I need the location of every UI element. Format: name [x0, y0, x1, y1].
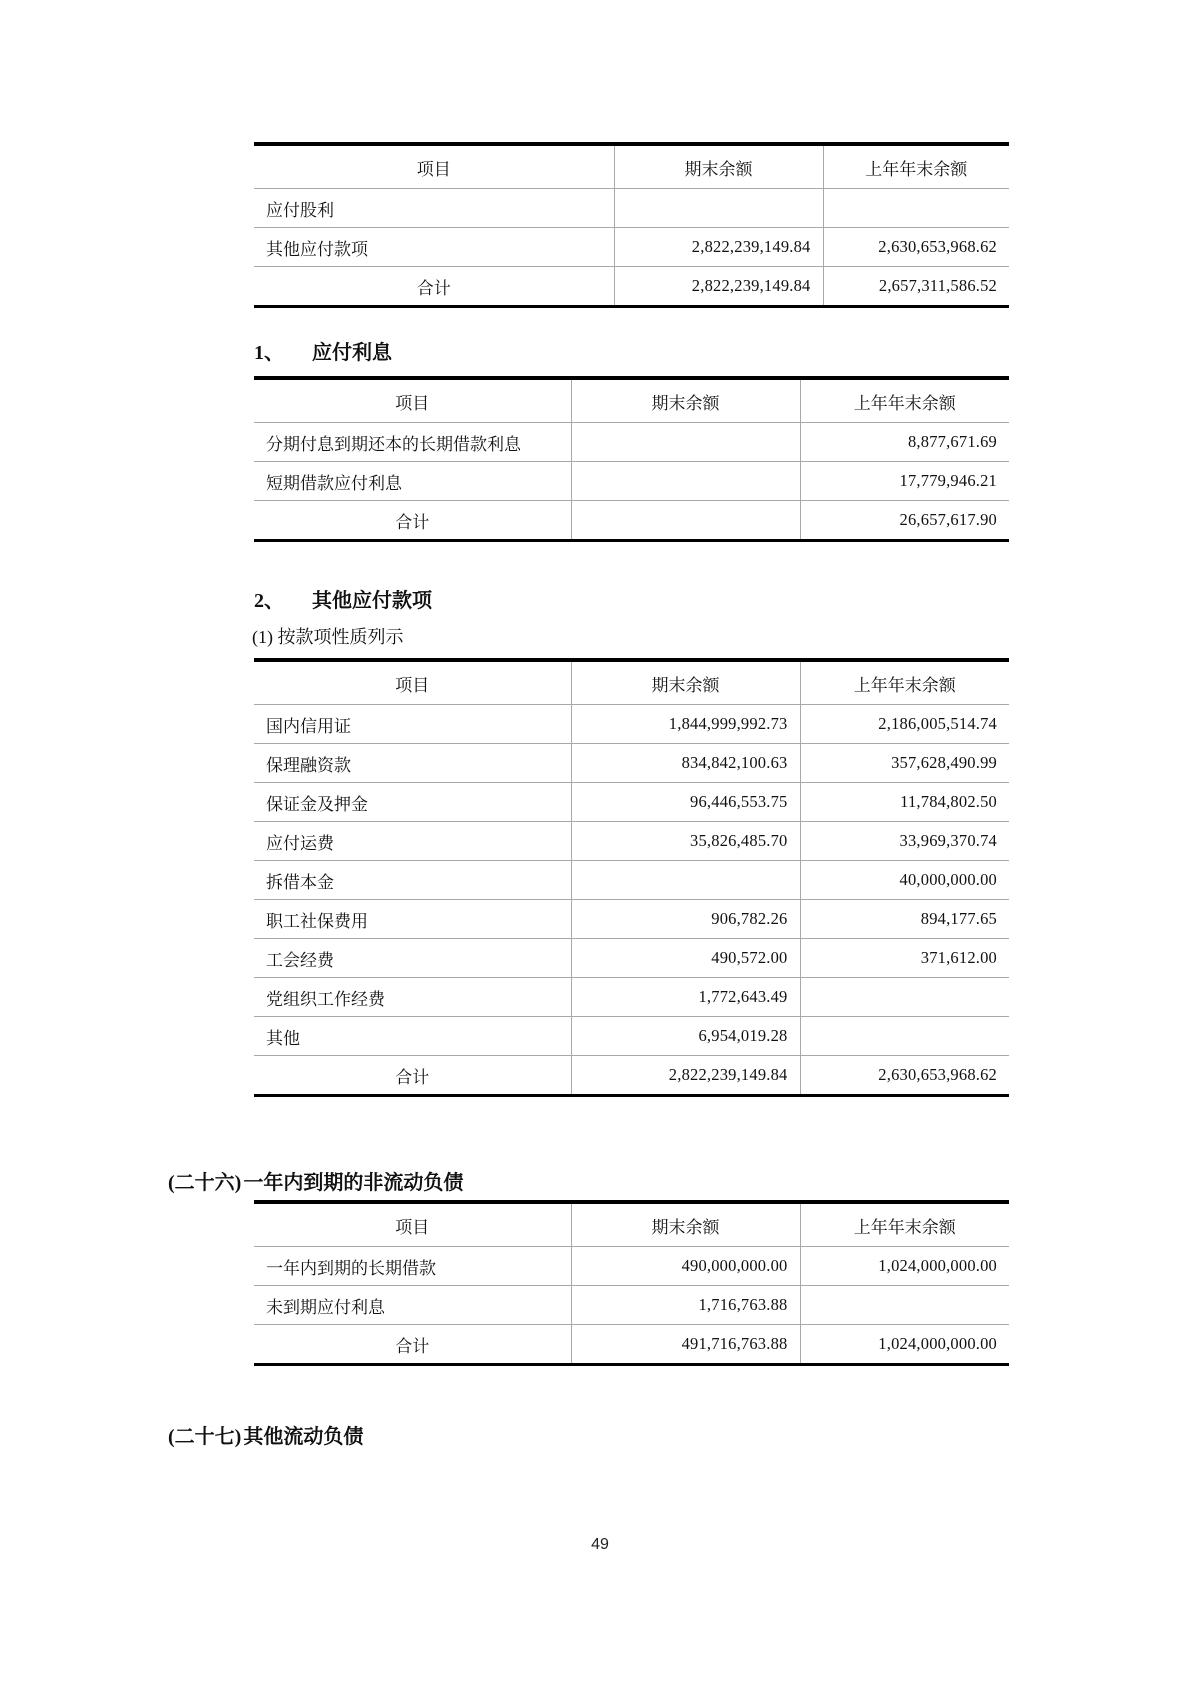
col-header-prior-year-balance: 上年年末余额 — [823, 144, 1009, 189]
table-row — [254, 462, 1009, 501]
section-number: 2、 — [254, 590, 284, 612]
ending-balance-value: 1,844,999,992.73 — [571, 705, 800, 744]
other-payables-by-nature-table — [254, 658, 1009, 1097]
section-title: 应付利息 — [312, 342, 392, 364]
ending-balance-value — [571, 462, 800, 501]
row-label: 其他应付款项 — [254, 228, 614, 267]
ending-balance-value: 906,782.26 — [571, 900, 800, 939]
prior-year-balance-value: 1,024,000,000.00 — [800, 1247, 1009, 1286]
total-label: 合计 — [254, 1325, 571, 1365]
table-total-row — [254, 501, 1009, 541]
prior-year-balance-value: 8,877,671.69 — [800, 423, 1009, 462]
section-number: (二十六) — [168, 1172, 242, 1194]
col-header-prior-year-balance: 上年年末余额 — [800, 1202, 1009, 1247]
prior-year-balance-total: 1,024,000,000.00 — [800, 1325, 1009, 1365]
ending-balance-value: 490,572.00 — [571, 939, 800, 978]
ending-balance-value — [571, 861, 800, 900]
prior-year-balance-total: 2,630,653,968.62 — [800, 1056, 1009, 1096]
row-label: 其他 — [254, 1017, 571, 1056]
section-number: 1、 — [254, 342, 284, 364]
row-label: 职工社保费用 — [254, 900, 571, 939]
prior-year-balance-value: 2,630,653,968.62 — [823, 228, 1009, 267]
payables-summary-table — [254, 142, 1009, 308]
col-header-prior-year-balance: 上年年末余额 — [800, 378, 1009, 423]
row-label: 工会经费 — [254, 939, 571, 978]
row-label: 国内信用证 — [254, 705, 571, 744]
total-label: 合计 — [254, 1056, 571, 1096]
row-label: 应付运费 — [254, 822, 571, 861]
table-row — [254, 939, 1009, 978]
prior-year-balance-value: 40,000,000.00 — [800, 861, 1009, 900]
col-header-item: 项目 — [254, 660, 571, 705]
table-row — [254, 228, 1009, 267]
subsection-heading-by-nature: (1) 按款项性质列示 — [252, 627, 404, 647]
total-label: 合计 — [254, 501, 571, 541]
col-header-prior-year-balance: 上年年末余额 — [800, 660, 1009, 705]
page-number: 49 — [591, 1536, 609, 1553]
col-header-item: 项目 — [254, 1202, 571, 1247]
ending-balance-value: 834,842,100.63 — [571, 744, 800, 783]
table-header-row — [254, 378, 1009, 423]
table-row — [254, 705, 1009, 744]
total-label: 合计 — [254, 267, 614, 307]
section-title: 其他流动负债 — [243, 1426, 364, 1448]
table-total-row — [254, 267, 1009, 307]
table-header-row — [254, 144, 1009, 189]
section-number: (二十七) — [168, 1426, 242, 1448]
prior-year-balance-value: 11,784,802.50 — [800, 783, 1009, 822]
ending-balance-value: 6,954,019.28 — [571, 1017, 800, 1056]
table-row — [254, 1017, 1009, 1056]
section-heading-noncurrent-due-within-one-year — [168, 1166, 463, 1195]
table-row — [254, 189, 1009, 228]
table-row — [254, 744, 1009, 783]
prior-year-balance-value: 17,779,946.21 — [800, 462, 1009, 501]
table-row — [254, 822, 1009, 861]
ending-balance-value: 1,772,643.49 — [571, 978, 800, 1017]
col-header-ending-balance: 期末余额 — [614, 144, 823, 189]
ending-balance-value — [571, 423, 800, 462]
prior-year-balance-value — [800, 978, 1009, 1017]
prior-year-balance-value: 357,628,490.99 — [800, 744, 1009, 783]
ending-balance-total — [571, 501, 800, 541]
ending-balance-value: 490,000,000.00 — [571, 1247, 800, 1286]
row-label: 应付股利 — [254, 189, 614, 228]
noncurrent-due-within-one-year-table — [254, 1200, 1009, 1366]
table-row — [254, 783, 1009, 822]
col-header-item: 项目 — [254, 144, 614, 189]
row-label: 分期付息到期还本的长期借款利息 — [254, 423, 571, 462]
table-row — [254, 1247, 1009, 1286]
col-header-ending-balance: 期末余额 — [571, 378, 800, 423]
section-title: 其他应付款项 — [312, 590, 432, 612]
row-label: 短期借款应付利息 — [254, 462, 571, 501]
prior-year-balance-total: 26,657,617.90 — [800, 501, 1009, 541]
prior-year-balance-value: 371,612.00 — [800, 939, 1009, 978]
table-row — [254, 861, 1009, 900]
col-header-item: 项目 — [254, 378, 571, 423]
ending-balance-value — [614, 189, 823, 228]
prior-year-balance-value: 33,969,370.74 — [800, 822, 1009, 861]
section-heading-other-current-liabilities — [168, 1420, 363, 1449]
ending-balance-value: 96,446,553.75 — [571, 783, 800, 822]
ending-balance-total: 491,716,763.88 — [571, 1325, 800, 1365]
section-title: 一年内到期的非流动负债 — [243, 1172, 464, 1194]
prior-year-balance-value — [823, 189, 1009, 228]
table-total-row — [254, 1056, 1009, 1096]
prior-year-balance-value: 2,186,005,514.74 — [800, 705, 1009, 744]
row-label: 未到期应付利息 — [254, 1286, 571, 1325]
ending-balance-value: 2,822,239,149.84 — [614, 228, 823, 267]
table-header-row — [254, 1202, 1009, 1247]
table-total-row — [254, 1325, 1009, 1365]
table-row — [254, 978, 1009, 1017]
interest-payable-table — [254, 376, 1009, 542]
prior-year-balance-total: 2,657,311,586.52 — [823, 267, 1009, 307]
section-heading-other-payables — [254, 584, 432, 613]
table-row — [254, 1286, 1009, 1325]
ending-balance-value: 35,826,485.70 — [571, 822, 800, 861]
table-header-row — [254, 660, 1009, 705]
row-label: 一年内到期的长期借款 — [254, 1247, 571, 1286]
row-label: 保理融资款 — [254, 744, 571, 783]
row-label: 党组织工作经费 — [254, 978, 571, 1017]
prior-year-balance-value — [800, 1017, 1009, 1056]
section-heading-interest-payable — [254, 336, 392, 365]
col-header-ending-balance: 期末余额 — [571, 660, 800, 705]
ending-balance-total: 2,822,239,149.84 — [571, 1056, 800, 1096]
ending-balance-value: 1,716,763.88 — [571, 1286, 800, 1325]
ending-balance-total: 2,822,239,149.84 — [614, 267, 823, 307]
row-label: 保证金及押金 — [254, 783, 571, 822]
table-row — [254, 423, 1009, 462]
row-label: 拆借本金 — [254, 861, 571, 900]
col-header-ending-balance: 期末余额 — [571, 1202, 800, 1247]
prior-year-balance-value — [800, 1286, 1009, 1325]
prior-year-balance-value: 894,177.65 — [800, 900, 1009, 939]
table-row — [254, 900, 1009, 939]
